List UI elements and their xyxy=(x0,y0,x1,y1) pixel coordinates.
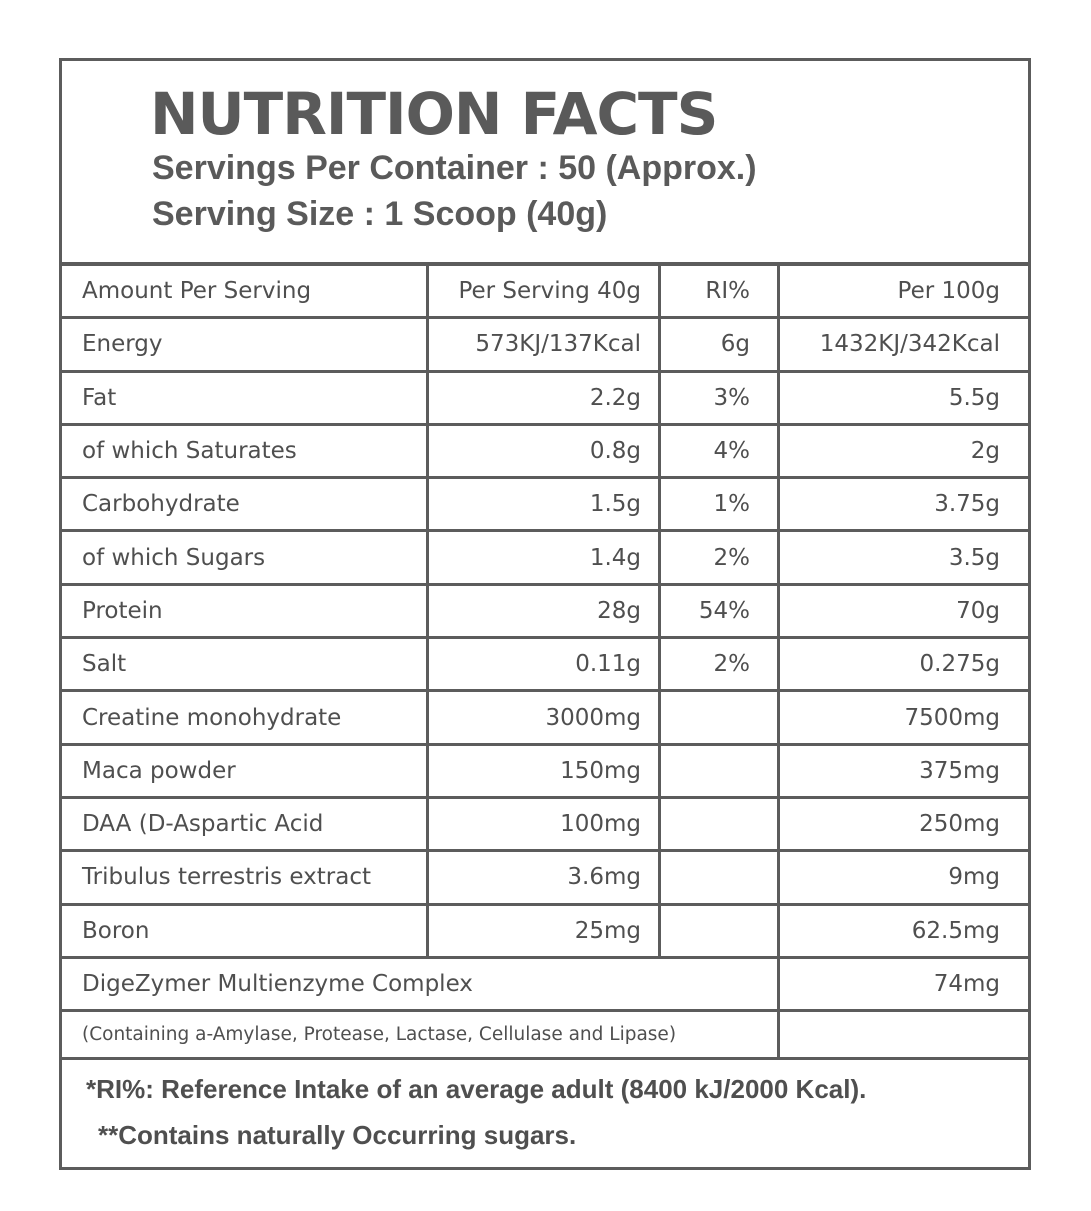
table-row xyxy=(62,319,1028,372)
per-100g-value: 3.5g xyxy=(948,544,1000,571)
column-header-ri: RI% xyxy=(661,266,780,316)
per-100g-value: 250mg xyxy=(919,811,1000,838)
ri-value: 54% xyxy=(661,586,780,636)
per-100g-value: 0.275g xyxy=(919,651,1000,678)
per-serving-value: 3000mg xyxy=(429,692,661,742)
nutrient-name: Boron xyxy=(62,906,429,956)
table-row xyxy=(62,532,1028,585)
nutrition-label xyxy=(59,58,1031,1170)
enzyme-note-row xyxy=(62,1012,1028,1060)
table-row xyxy=(62,906,1028,959)
table-row xyxy=(62,586,1028,639)
table-row xyxy=(62,639,1028,692)
nutrient-name: Carbohydrate xyxy=(62,479,429,529)
serving-size: Serving Size : 1 Scoop (40g) xyxy=(152,195,608,233)
ri-value xyxy=(661,852,780,902)
sugar-footnote: **Contains naturally Occurring sugars. xyxy=(98,1120,577,1150)
per-serving-value: 0.8g xyxy=(429,426,661,476)
per-serving-value: 0.11g xyxy=(429,639,661,689)
table-row xyxy=(62,746,1028,799)
ri-value: 2% xyxy=(661,639,780,689)
table-header-row xyxy=(62,266,1028,319)
enzyme-row xyxy=(62,959,1028,1012)
ri-value xyxy=(661,906,780,956)
column-header-per-100g: Per 100g xyxy=(897,278,1000,305)
servings-per-container: Servings Per Container : 50 (Approx.) xyxy=(152,149,757,187)
ri-value xyxy=(661,799,780,849)
nutrient-name: Salt xyxy=(62,639,429,689)
enzyme-name: DigeZymer Multienzyme Complex xyxy=(62,959,780,1009)
ri-value: 1% xyxy=(661,479,780,529)
ri-value xyxy=(661,746,780,796)
per-serving-value: 28g xyxy=(429,586,661,636)
per-100g-value: 9mg xyxy=(948,864,1000,891)
ri-footnote: *RI%: Reference Intake of an average adult (8400 kJ/2000 Kcal). xyxy=(86,1074,867,1104)
per-100g-value: 1432KJ/342Kcal xyxy=(819,331,1000,358)
table-row xyxy=(62,852,1028,905)
ri-value: 6g xyxy=(661,319,780,369)
per-100g-value: 375mg xyxy=(919,757,1000,784)
per-serving-value: 1.4g xyxy=(429,532,661,582)
per-serving-value: 150mg xyxy=(429,746,661,796)
per-serving-value: 1.5g xyxy=(429,479,661,529)
nutrient-name: Energy xyxy=(62,319,429,369)
ri-value: 2% xyxy=(661,532,780,582)
per-serving-value: 3.6mg xyxy=(429,852,661,902)
nutrient-name: Tribulus terrestris extract xyxy=(62,852,429,902)
table-row xyxy=(62,799,1028,852)
enzyme-note: (Containing a-Amylase, Protease, Lactase, Cellulase and Lipase) xyxy=(62,1012,780,1057)
ri-value: 3% xyxy=(661,373,780,423)
table-row xyxy=(62,426,1028,479)
nutrient-name: Fat xyxy=(62,373,429,423)
label-title: NUTRITION FACTS xyxy=(150,80,718,148)
column-header-per-serving: Per Serving 40g xyxy=(429,266,661,316)
table-row xyxy=(62,692,1028,745)
per-100g-value: 62.5mg xyxy=(911,917,1000,944)
enzyme-per-100g-value: 74mg xyxy=(933,971,1000,997)
ri-value: 4% xyxy=(661,426,780,476)
per-100g-value: 7500mg xyxy=(904,704,1000,731)
nutrient-name: DAA (D-Aspartic Acid xyxy=(62,799,429,849)
nutrient-name: of which Saturates xyxy=(62,426,429,476)
column-header-amount: Amount Per Serving xyxy=(62,266,429,316)
per-serving-value: 573KJ/137Kcal xyxy=(429,319,661,369)
per-100g-value: 2g xyxy=(970,438,1000,465)
nutrient-name: of which Sugars xyxy=(62,532,429,582)
nutrient-name: Maca powder xyxy=(62,746,429,796)
per-100g-value: 70g xyxy=(956,597,1000,624)
label-header xyxy=(62,61,1028,266)
nutrient-name: Creatine monohydrate xyxy=(62,692,429,742)
table-row xyxy=(62,479,1028,532)
nutrition-table xyxy=(62,266,1028,1060)
per-serving-value: 100mg xyxy=(429,799,661,849)
per-serving-value: 25mg xyxy=(429,906,661,956)
ri-value xyxy=(661,692,780,742)
per-100g-value: 5.5g xyxy=(948,384,1000,411)
table-row xyxy=(62,373,1028,426)
per-serving-value: 2.2g xyxy=(429,373,661,423)
nutrient-name: Protein xyxy=(62,586,429,636)
per-100g-value: 3.75g xyxy=(934,491,1000,518)
